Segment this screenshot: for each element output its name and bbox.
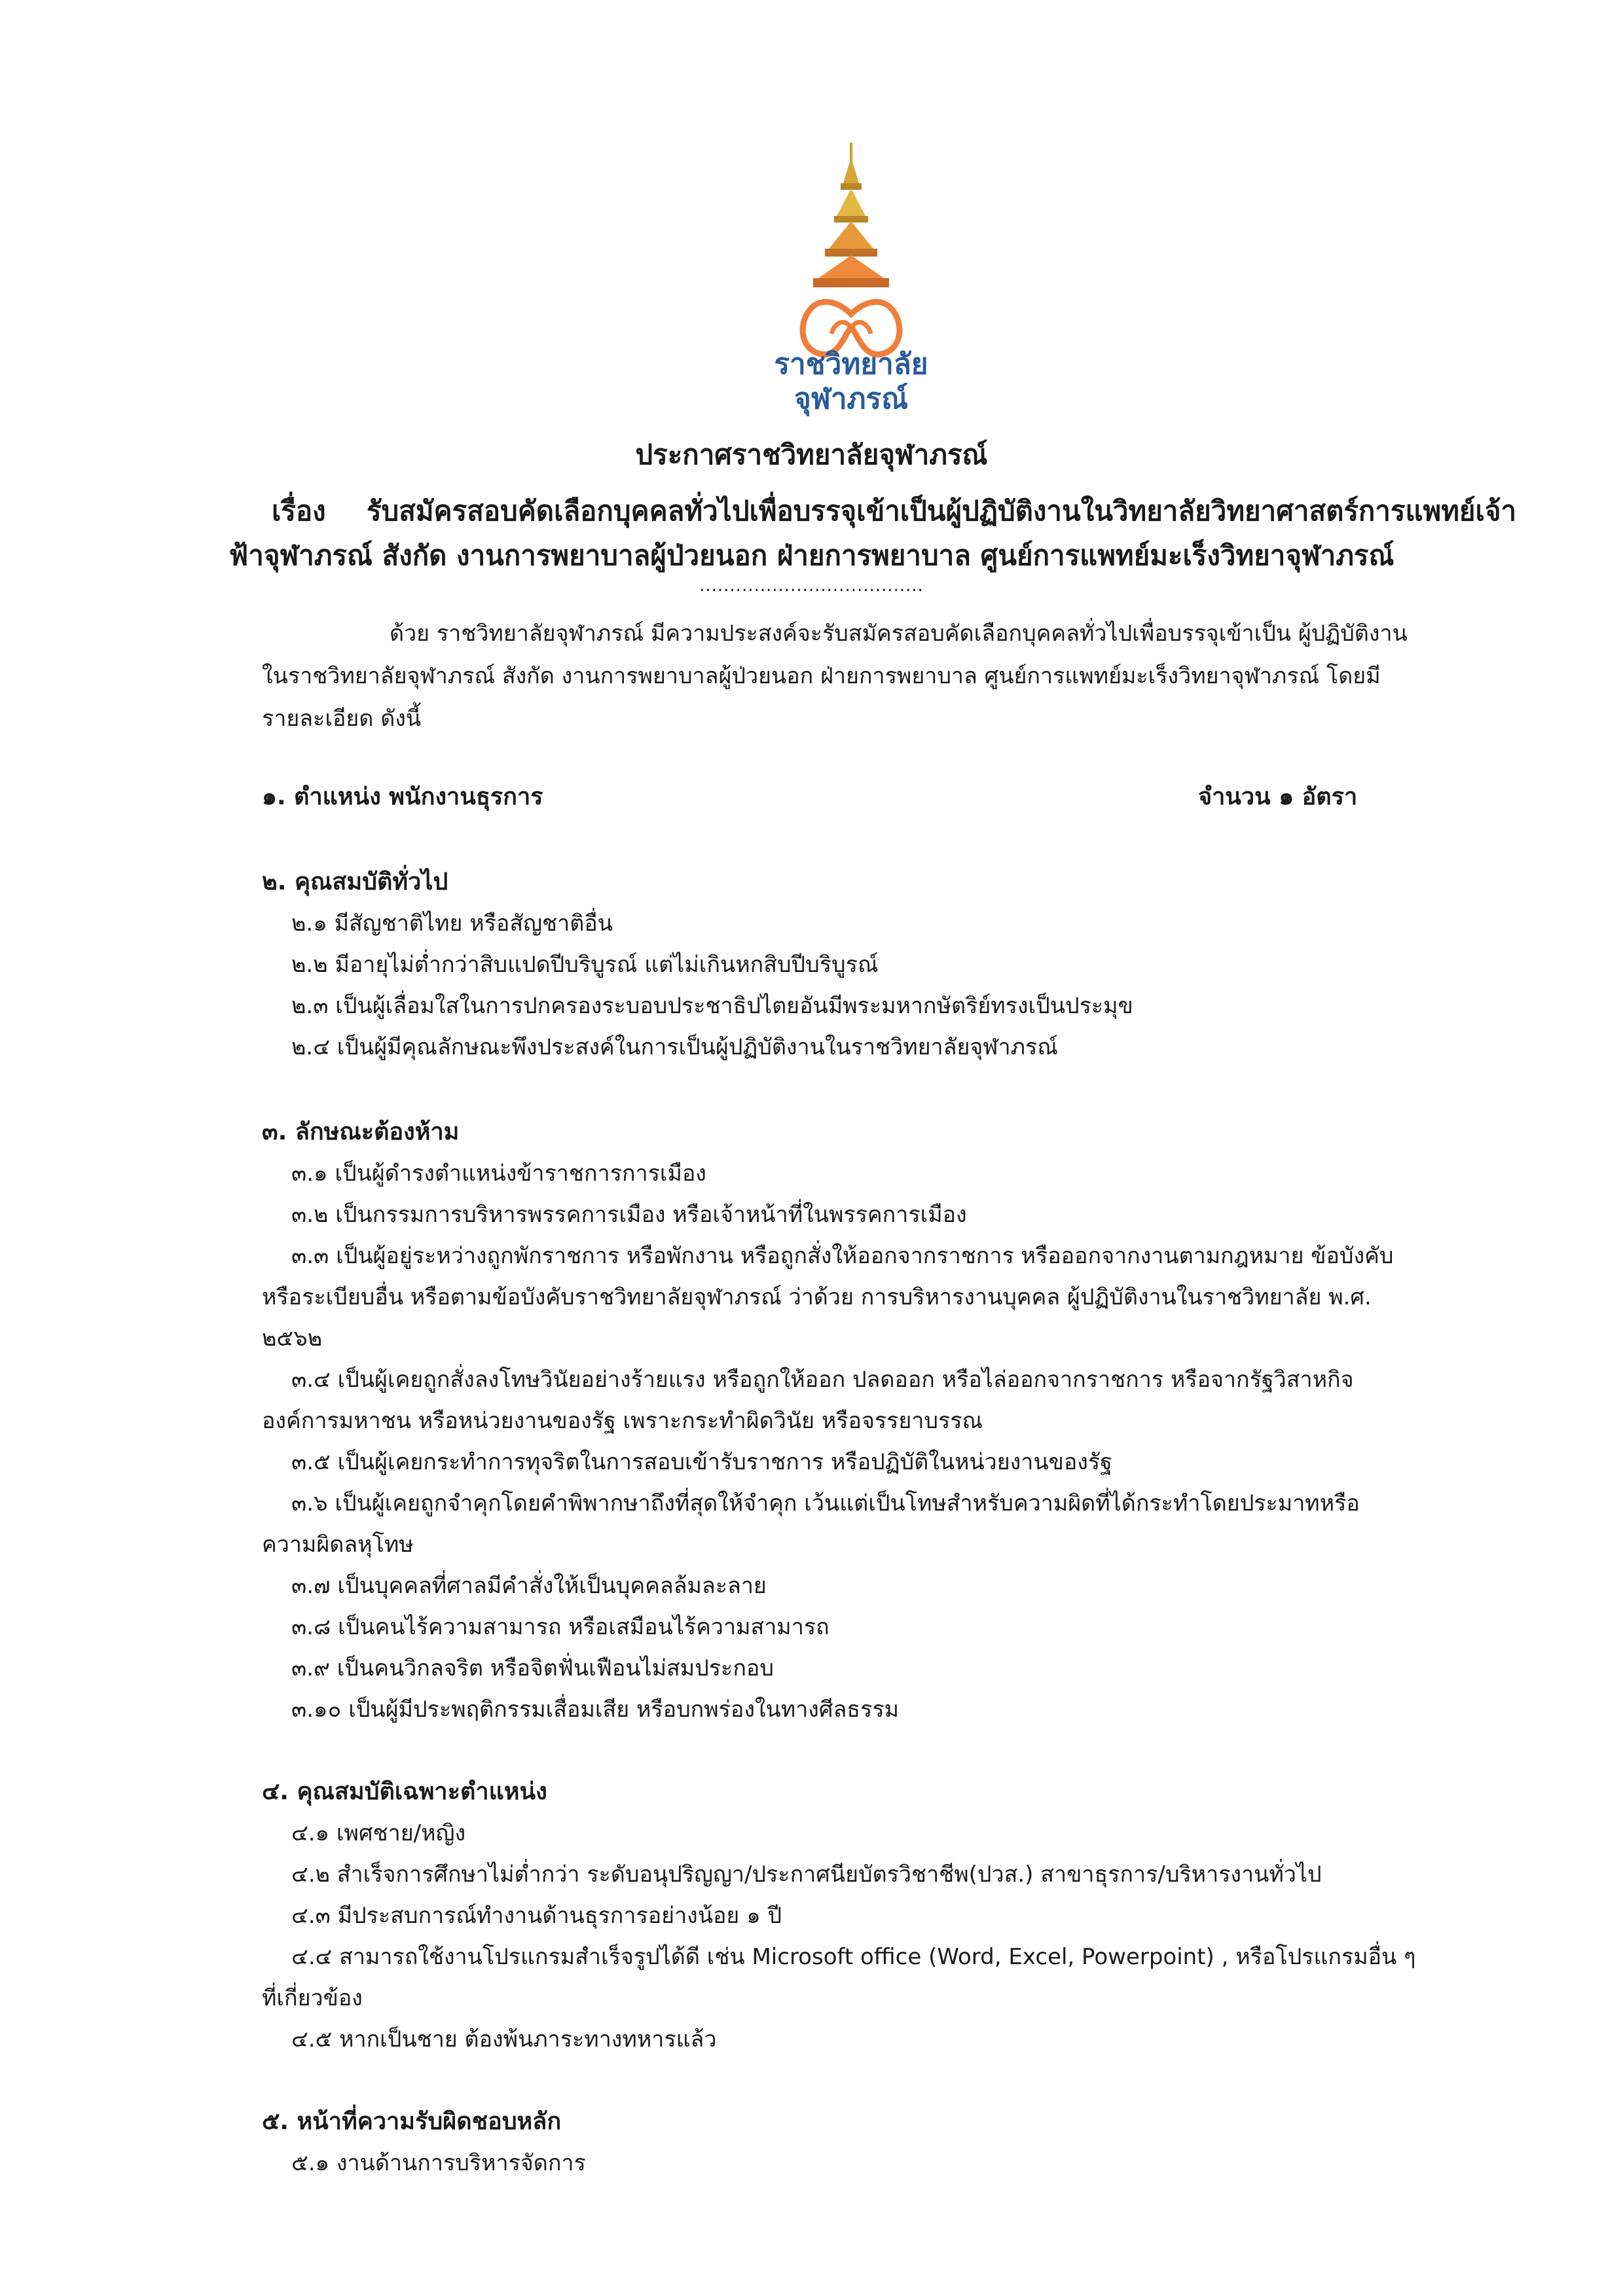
section-3-item: ๓.๘ เป็นคนไร้ความสามารถ หรือเสมือนไร้ความสามารถ — [291, 1614, 830, 1640]
section-4-item: ๔.๒ สำเร็จการศึกษาไม่ต่ำกว่า ระดับอนุปริญญา/ประกาศนียบัตรวิชาชีพ(ปวส.) สาขาธุรการ/บริหารงานทั่วไป — [291, 1861, 1322, 1888]
intro-line-1: ด้วย ราชวิทยาลัยจุฬาภรณ์ มีความประสงค์จะรับสมัครสอบคัดเลือกบุคคลทั่วไปเพื่อบรรจุเข้าเป็น ผู้ปฏิบัติงาน — [390, 620, 1408, 647]
subject-label: เรื่อง — [272, 495, 326, 527]
section-3-item-cont: หรือระเบียบอื่น หรือตามข้อบังคับราชวิทยาลัยจุฬาภรณ์ ว่าด้วย การบริหารงานบุคคล ผู้ปฏิบัติงานในราชวิทยาลัย พ.ศ. — [262, 1284, 1372, 1310]
section-4-heading: ๔. คุณสมบัติเฉพาะตำแหน่ง — [262, 1778, 547, 1805]
announcement-title: ประกาศราชวิทยาลัยจุฬาภรณ์ — [635, 439, 988, 471]
logo-text-line2: จุฬาภรณ์ — [793, 382, 909, 416]
section-3-item: ๓.๖ เป็นผู้เคยถูกจำคุกโดยคำพิพากษาถึงที่สุดให้จำคุก เว้นแต่เป็นโทษสำหรับความผิดที่ได้กระทำโดยประมาทหรือ — [291, 1490, 1360, 1516]
section-3-item: ๓.๔ เป็นผู้เคยถูกสั่งลงโทษวินัยอย่างร้ายแรง หรือถูกให้ออก ปลดออก หรือไล่ออกจากราชการ หรือจากรัฐวิสาหกิจ — [291, 1367, 1354, 1393]
section-4-item-cont: ที่เกี่ยวข้อง — [262, 1985, 363, 2011]
section-3-item-cont: ความผิดลหุโทษ — [262, 1532, 414, 1558]
logo-text-line1: ราชวิทยาลัย — [774, 348, 928, 381]
position-label: ๑. ตำแหน่ง พนักงานธุรการ — [262, 783, 543, 810]
section-3-item: ๓.๓ เป็นผู้อยู่ระหว่างถูกพักราชการ หรือพักงาน หรือถูกสั่งให้ออกจากราชการ หรือออกจากงานตามกฎหมาย ข้อบังคับ — [291, 1243, 1394, 1269]
section-3-item-cont: องค์การมหาชน หรือหน่วยงานของรัฐ เพราะกระทำผิดวินัย หรือจรรยาบรรณ — [262, 1408, 983, 1434]
section-3-heading: ๓. ลักษณะต้องห้าม — [262, 1119, 460, 1145]
section-2-item: ๒.๑ มีสัญชาติไทย หรือสัญชาติอื่น — [291, 910, 613, 937]
section-4-item: ๔.๕ หากเป็นชาย ต้องพ้นภาระทางทหารแล้ว — [291, 2026, 717, 2053]
subject-line-2: ฟ้าจุฬาภรณ์ สังกัด งานการพยาบาลผู้ป่วยนอก ฝ่ายการพยาบาล ศูนย์การแพทย์มะเร็งวิทยาจุฬาภรณ์ — [228, 539, 1395, 571]
section-2-item: ๒.๔ เป็นผู้มีคุณลักษณะพึงประสงค์ในการเป็นผู้ปฏิบัติงานในราชวิทยาลัยจุฬาภรณ์ — [291, 1034, 1058, 1060]
section-3-item: ๓.๑ เป็นผู้ดำรงตำแหน่งข้าราชการการเมือง — [291, 1160, 706, 1187]
section-5-heading: ๕. หน้าที่ความรับผิดชอบหลัก — [262, 2108, 562, 2135]
section-3-item: ๓.๕ เป็นผู้เคยกระทำการทุจริตในการสอบเข้ารับราชการ หรือปฏิบัติในหน่วยงานของรัฐ — [291, 1449, 1112, 1475]
section-3-item-cont: ๒๕๖๒ — [262, 1325, 323, 1352]
separator-dots: ..................................... — [699, 576, 924, 596]
section-4-item: ๔.๓ มีประสบการณ์ทำงานด้านธุรการอย่างน้อย ๑ ปี — [291, 1903, 782, 1929]
position-count: จำนวน ๑ อัตรา — [1198, 783, 1358, 810]
section-3-item: ๓.๙ เป็นคนวิกลจริต หรือจิตฟั่นเฟือนไม่สมประกอบ — [291, 1655, 774, 1681]
section-3-item: ๓.๒ เป็นกรรมการบริหารพรรคการเมือง หรือเจ้าหน้าที่ในพรรคการเมือง — [291, 1202, 967, 1228]
section-4-item: ๔.๔ สามารถใช้งานโปรแกรมสำเร็จรูปได้ดี เช่น Microsoft office (Word, Excel, Powerpoint) , หรือโปรแกรมอื่น ๆ — [291, 1944, 1416, 1970]
section-2-heading: ๒. คุณสมบัติทั่วไป — [262, 869, 448, 895]
section-4-item: ๔.๑ เพศชาย/หญิง — [291, 1820, 466, 1846]
section-2-item: ๒.๒ มีอายุไม่ต่ำกว่าสิบแปดปีบริบูรณ์ แต่ไม่เกินหกสิบปีบริบูรณ์ — [291, 952, 879, 978]
intro-line-3: รายละเอียด ดังนี้ — [262, 706, 422, 732]
subject-line-1: รับสมัครสอบคัดเลือกบุคคลทั่วไปเพื่อบรรจุเข้าเป็นผู้ปฏิบัติงานในวิทยาลัยวิทยาศาสตร์การแพทย์เจ้า — [367, 495, 1517, 527]
section-5-item: ๕.๑ งานด้านการบริหารจัดการ — [291, 2150, 586, 2176]
section-3-item: ๓.๗ เป็นบุคคลที่ศาลมีคำสั่งให้เป็นบุคคลล้มละลาย — [291, 1573, 767, 1599]
section-3-item: ๓.๑๐ เป็นผู้มีประพฤติกรรมเสื่อมเสีย หรือบกพร่องในทางศีลธรรม — [291, 1696, 899, 1723]
intro-line-2: ในราชวิทยาลัยจุฬาภรณ์ สังกัด งานการพยาบาลผู้ป่วยนอก ฝ่ายการพยาบาล ศูนย์การแพทย์มะเร็งวิทยาจุฬาภรณ์ โดยมี — [262, 663, 1381, 689]
section-2-item: ๒.๓ เป็นผู้เลื่อมใสในการปกครองระบอบประชาธิปไตยอันมีพระมหากษัตริย์ทรงเป็นประมุข — [291, 993, 1133, 1019]
